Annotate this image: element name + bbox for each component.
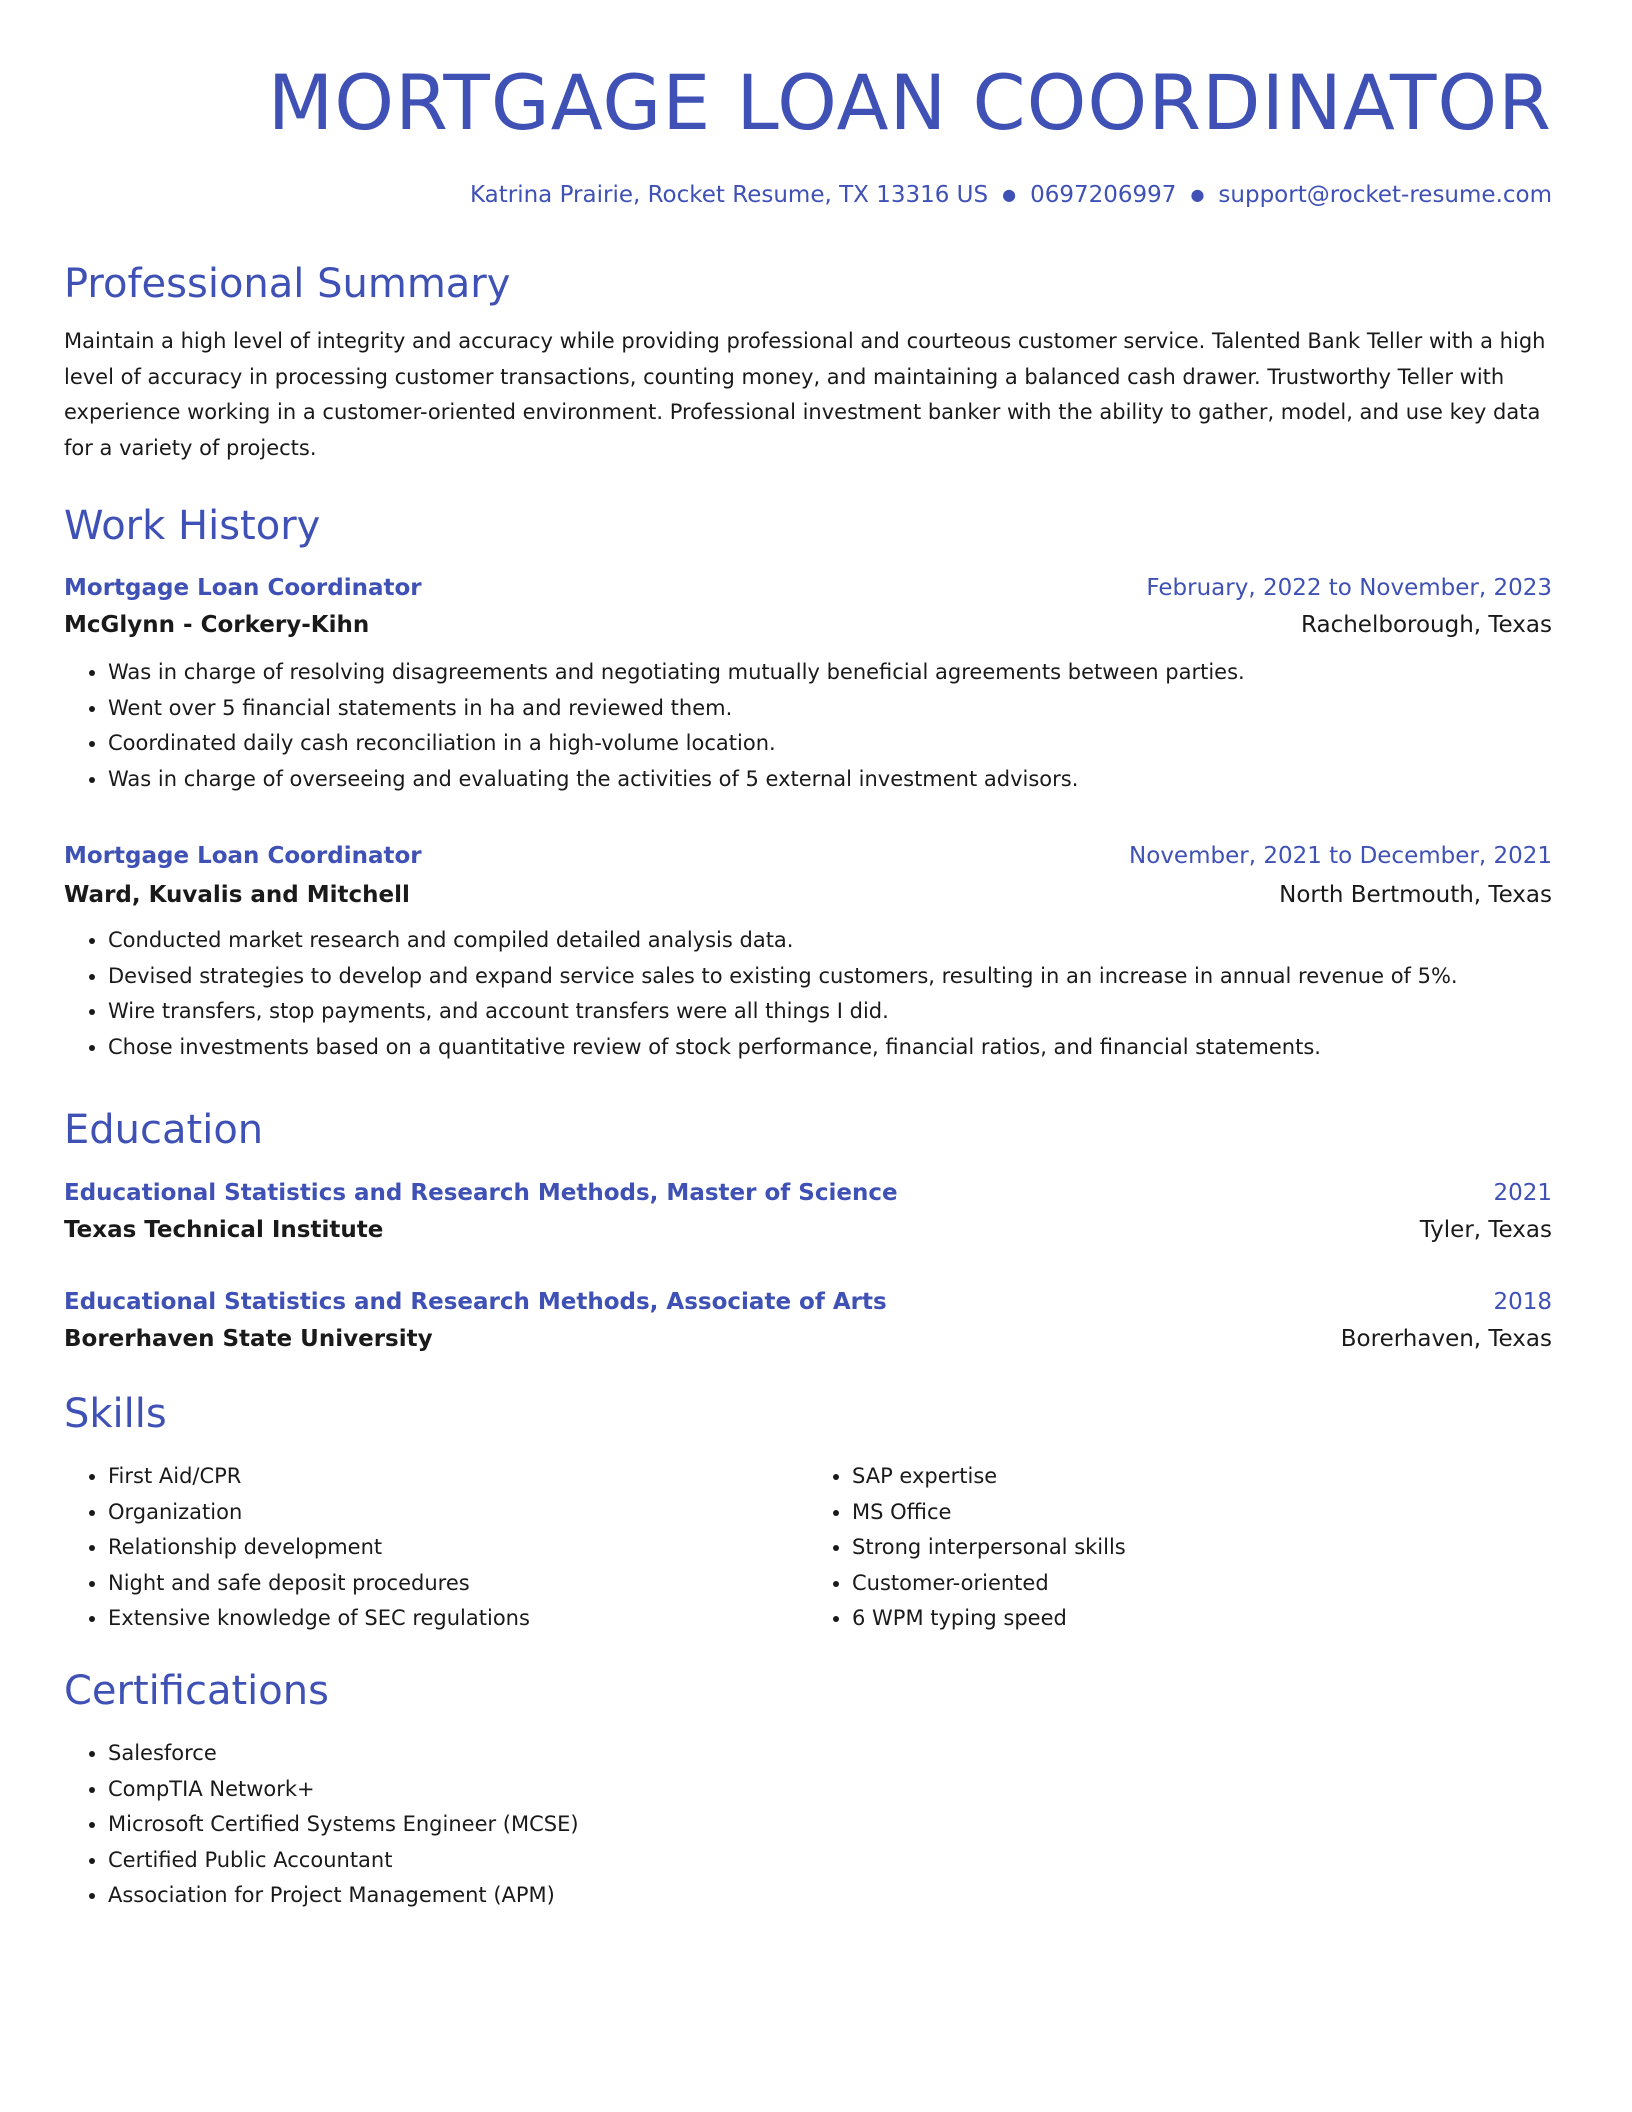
work-history-section [64, 502, 1552, 550]
list-item: • MS Office [852, 1495, 1552, 1531]
list-item: • Strong interpersonal skills [852, 1530, 1552, 1566]
contact-email[interactable]: support@rocket-resume.com [1218, 182, 1552, 208]
resume-name-title: MORTGAGE LOAN COORDINATOR [267, 58, 1552, 147]
separator-dot-icon: ● [1190, 185, 1205, 204]
education-school: Borerhaven State University [64, 1326, 433, 1352]
education-header-row [64, 1287, 1552, 1317]
education-school-row [64, 1324, 1552, 1354]
list-item: • Was in charge of overseeing and evaluating the activities of 5 external investment advisors. [108, 762, 1552, 798]
education-location: Tyler, Texas [1419, 1217, 1552, 1243]
job-header-row [64, 573, 1552, 603]
job-header-row [64, 841, 1552, 871]
resume-page [64, 0, 1552, 1907]
education-heading: Education [64, 1107, 264, 1153]
list-item: • 6 WPM typing speed [852, 1601, 1552, 1637]
job-title: Mortgage Loan Coordinator [64, 843, 422, 869]
job-company: Ward, Kuvalis and Mitchell [64, 882, 410, 908]
skills-list-right [808, 1459, 1552, 1637]
education-school: Texas Technical Institute [64, 1217, 384, 1243]
job-company-row [64, 880, 1552, 910]
education-entry [64, 1178, 1552, 1245]
list-item: • Customer-oriented [852, 1566, 1552, 1602]
skills-list-left [64, 1459, 808, 1637]
summary-heading: Professional Summary [64, 261, 511, 307]
skills-section [64, 1390, 1552, 1438]
list-item: • Night and safe deposit procedures [108, 1566, 808, 1602]
job-location: North Bertmouth, Texas [1279, 882, 1552, 908]
job-entry [64, 573, 1552, 797]
list-item: • SAP expertise [852, 1459, 1552, 1495]
contact-phone: 0697206997 [1030, 182, 1177, 208]
education-degree: Educational Statistics and Research Methods, Associate of Arts [64, 1289, 887, 1315]
education-school-row [64, 1215, 1552, 1245]
list-item: • Went over 5 financial statements in ha and reviewed them. [108, 691, 1552, 727]
education-entry [64, 1287, 1552, 1354]
education-year: 2021 [1493, 1180, 1552, 1206]
job-dates: November, 2021 to December, 2021 [1129, 843, 1552, 869]
summary-text: Maintain a high level of integrity and accuracy while providing professional and courteous customer service. Talented Bank Teller with a high level of accuracy in processing customer transactions, counting money, and maintaining a balanced cash drawer. Trustworthy Teller with experience working in a customer-oriented environment. Professional investment banker with the ability to gather, model, and use key data for a variety of projects. [64, 329, 1546, 460]
separator-dot-icon: ● [1002, 185, 1017, 204]
job-location: Rachelborough, Texas [1301, 612, 1552, 638]
job-company: McGlynn - Corkery-Kihn [64, 612, 370, 638]
list-item: • Salesforce [108, 1736, 1552, 1772]
list-item: • Was in charge of resolving disagreements and negotiating mutually beneficial agreements between parties. [108, 655, 1552, 691]
certifications-list [64, 1736, 1552, 1914]
list-item: • First Aid/CPR [108, 1459, 808, 1495]
list-item: • CompTIA Network+ [108, 1772, 1552, 1808]
job-bullets [64, 655, 1552, 797]
job-entry [64, 841, 1552, 1065]
list-item: • Coordinated daily cash reconciliation in a high-volume location. [108, 726, 1552, 762]
education-degree: Educational Statistics and Research Methods, Master of Science [64, 1180, 898, 1206]
list-item: • Association for Project Management (APM) [108, 1878, 1552, 1914]
education-header-row [64, 1178, 1552, 1208]
education-year: 2018 [1493, 1289, 1552, 1315]
work-history-heading: Work History [64, 503, 321, 549]
list-item: • Wire transfers, stop payments, and account transfers were all things I did. [108, 994, 1552, 1030]
list-item: • Relationship development [108, 1530, 808, 1566]
list-item: • Microsoft Certified Systems Engineer (MCSE) [108, 1807, 1552, 1843]
certifications-list-wrap [64, 1736, 1552, 1914]
list-item: • Organization [108, 1495, 808, 1531]
list-item: • Devised strategies to develop and expand service sales to existing customers, resulting in an increase in annual revenue of 5%. [108, 959, 1552, 995]
education-section [64, 1106, 1552, 1154]
contact-address: Katrina Prairie, Rocket Resume, TX 13316 US [469, 182, 989, 208]
summary-section [64, 260, 1552, 466]
job-company-row [64, 610, 1552, 640]
certifications-section [64, 1667, 1552, 1715]
certifications-heading: Certifications [64, 1668, 329, 1714]
skills-heading: Skills [64, 1391, 167, 1437]
contact-line [64, 180, 1552, 210]
job-title: Mortgage Loan Coordinator [64, 575, 422, 601]
list-item: • Chose investments based on a quantitative review of stock performance, financial ratios, and financial statements. [108, 1030, 1552, 1066]
education-location: Borerhaven, Texas [1340, 1326, 1552, 1352]
list-item: • Certified Public Accountant [108, 1843, 1552, 1879]
list-item: • Extensive knowledge of SEC regulations [108, 1601, 808, 1637]
job-dates: February, 2022 to November, 2023 [1146, 575, 1552, 601]
job-bullets [64, 923, 1552, 1065]
skills-grid [64, 1459, 1552, 1637]
list-item: • Conducted market research and compiled detailed analysis data. [108, 923, 1552, 959]
